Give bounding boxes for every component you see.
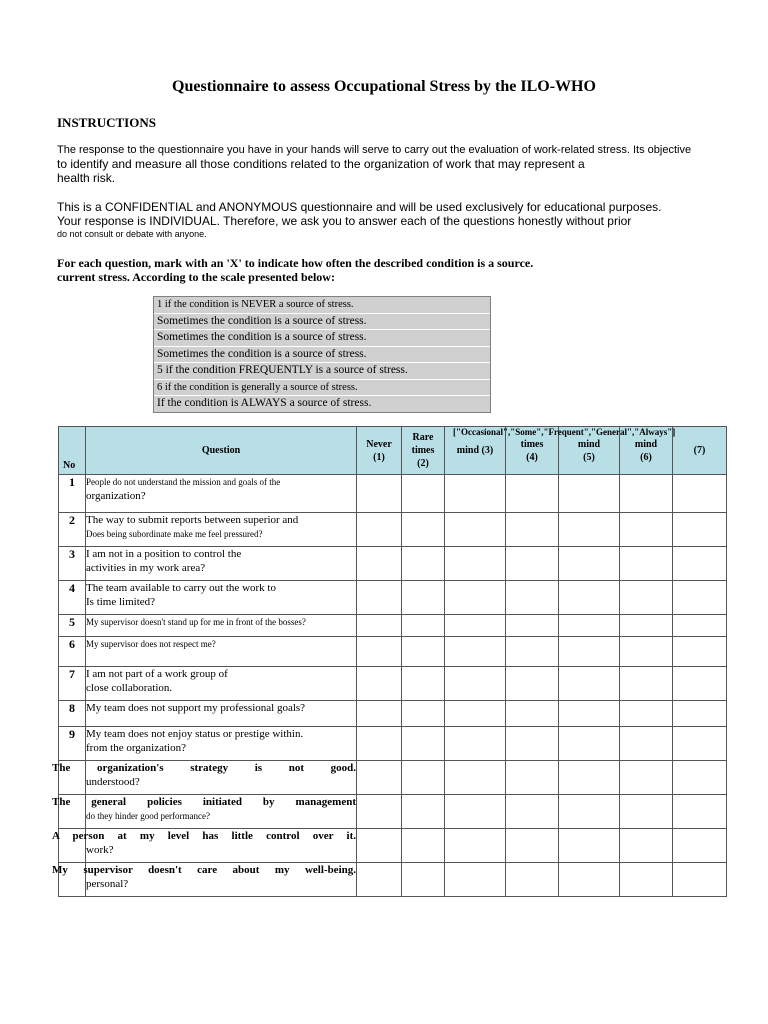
scale-instruction-line: current stress. According to the scale presented below:: [57, 270, 335, 284]
row-number: 3: [59, 547, 86, 581]
answer-cell-4[interactable]: [506, 863, 559, 897]
answer-cell-6[interactable]: [620, 475, 673, 513]
answer-cell-4[interactable]: [506, 581, 559, 615]
answer-cell-7[interactable]: [673, 581, 727, 615]
instructions-heading: INSTRUCTIONS: [57, 115, 156, 130]
answer-cell-1[interactable]: [357, 475, 402, 513]
row-number: 7: [59, 667, 86, 701]
col-header-line: times: [520, 438, 544, 450]
answer-cell-5[interactable]: [559, 581, 620, 615]
row-number: 5: [59, 615, 86, 637]
answer-cell-5[interactable]: [559, 701, 620, 727]
answer-cell-7[interactable]: [673, 829, 727, 863]
paragraph-line: Your response is INDIVIDUAL. Therefore, we ask you to answer each of the questions honestly without prior: [57, 214, 632, 228]
answer-cell-1[interactable]: [357, 581, 402, 615]
answer-cell-2[interactable]: [402, 637, 445, 667]
answer-cell-7[interactable]: [673, 863, 727, 897]
question-line: My team does not support my professional goals?: [86, 702, 306, 714]
question-line: A person at my level has little control over it.: [52, 830, 356, 842]
question-line: from the organization?: [86, 742, 186, 754]
page-title: Questionnaire to assess Occupational Stress by the ILO-WHO: [172, 78, 596, 95]
question-text: [86, 667, 357, 701]
table-row: [59, 829, 727, 863]
question-text: [86, 701, 357, 727]
col-header-line: times: [411, 445, 435, 456]
answer-cell-7[interactable]: [673, 667, 727, 701]
answer-cell-5[interactable]: [559, 667, 620, 701]
row-number: 4: [59, 581, 86, 615]
question-text: [52, 795, 357, 829]
answer-cell-2[interactable]: [402, 513, 445, 547]
row-number: 2: [59, 513, 86, 547]
question-text: [86, 547, 357, 581]
answer-cell-3[interactable]: [445, 829, 506, 863]
answer-cell-1[interactable]: [357, 547, 402, 581]
answer-cell-1[interactable]: [357, 701, 402, 727]
answer-cell-6[interactable]: [620, 615, 673, 637]
question-line: work?: [86, 844, 114, 856]
question-text: [86, 475, 357, 513]
answer-cell-1[interactable]: [357, 513, 402, 547]
answer-cell-3[interactable]: [445, 475, 506, 513]
answer-cell-2[interactable]: [402, 667, 445, 701]
question-line: do they hinder good performance?: [86, 811, 210, 821]
question-line: My supervisor does not respect me?: [86, 639, 216, 649]
answer-cell-3[interactable]: [445, 863, 506, 897]
stress-questionnaire-table: [52, 426, 727, 897]
answer-cell-7[interactable]: [673, 547, 727, 581]
paragraph-line: do not consult or debate with anyone.: [57, 229, 207, 239]
question-line: I am not part of a work group of: [86, 668, 228, 680]
answer-cell-6[interactable]: [620, 667, 673, 701]
answer-cell-2[interactable]: [402, 615, 445, 637]
table-row: [59, 615, 727, 637]
row-number: 1: [59, 475, 86, 513]
col-header-line: (6): [640, 451, 652, 463]
question-line: personal?: [86, 878, 129, 890]
answer-cell-1[interactable]: [357, 727, 402, 761]
answer-cell-7[interactable]: [673, 615, 727, 637]
answer-cell-5[interactable]: [559, 829, 620, 863]
question-text: [52, 829, 357, 863]
table-row: [59, 667, 727, 701]
answer-cell-2[interactable]: [402, 863, 445, 897]
answer-cell-5[interactable]: [559, 727, 620, 761]
answer-cell-6[interactable]: [620, 581, 673, 615]
answer-cell-1[interactable]: [357, 667, 402, 701]
answer-cell-1[interactable]: [357, 615, 402, 637]
row-number: 6: [59, 637, 86, 667]
confidentiality-paragraph: [57, 200, 717, 240]
answer-cell-6[interactable]: [620, 727, 673, 761]
answer-cell-2[interactable]: [402, 547, 445, 581]
scale-item: Sometimes the condition is a source of stress.: [154, 314, 490, 331]
question-text: [86, 581, 357, 615]
col-header-line: (1): [373, 451, 385, 463]
paragraph-line: health risk.: [57, 171, 116, 185]
answer-cell-1[interactable]: [357, 795, 402, 829]
answer-cell-4[interactable]: [506, 795, 559, 829]
table-row: [59, 795, 727, 829]
answer-cell-5[interactable]: [559, 615, 620, 637]
answer-cell-5[interactable]: [559, 795, 620, 829]
answer-cell-4[interactable]: [506, 475, 559, 513]
answer-cell-3[interactable]: [445, 701, 506, 727]
question-line: The team available to carry out the work to: [86, 582, 276, 594]
answer-cell-6[interactable]: [620, 513, 673, 547]
table-row: [59, 727, 727, 761]
question-text: [52, 761, 357, 795]
row-number: 9: [59, 727, 86, 761]
question-text: [86, 637, 357, 667]
answer-cell-3[interactable]: [445, 667, 506, 701]
question-line: The general policies initiated by management: [52, 796, 356, 808]
scale-item: If the condition is ALWAYS a source of stress.: [157, 397, 372, 409]
answer-cell-1[interactable]: [357, 637, 402, 667]
answer-cell-5[interactable]: [559, 475, 620, 513]
answer-cell-5[interactable]: [559, 761, 620, 795]
answer-cell-3[interactable]: [445, 581, 506, 615]
question-text: [86, 513, 357, 547]
answer-cell-4[interactable]: [506, 513, 559, 547]
col-header-line: (4): [526, 451, 538, 463]
scale-instruction-line: For each question, mark with an 'X' to indicate how often the described condition is a source.: [57, 256, 534, 270]
answer-cell-6[interactable]: [620, 547, 673, 581]
table-row: [59, 863, 727, 897]
answer-cell-5[interactable]: [559, 547, 620, 581]
answer-cell-4[interactable]: [506, 615, 559, 637]
answer-cell-3[interactable]: [445, 547, 506, 581]
answer-cell-2[interactable]: [402, 727, 445, 761]
answer-cell-5[interactable]: [559, 863, 620, 897]
question-line: The way to submit reports between superior and: [86, 514, 299, 526]
question-line: My team does not enjoy status or prestige within.: [86, 728, 304, 740]
col-header-line: (2): [417, 458, 429, 469]
answer-cell-4[interactable]: [506, 701, 559, 727]
answer-cell-1[interactable]: [357, 863, 402, 897]
question-line: My supervisor doesn't stand up for me in front of the bosses?: [86, 617, 306, 627]
answer-cell-2[interactable]: [402, 829, 445, 863]
table-row: [59, 513, 727, 547]
answer-cell-7[interactable]: [673, 513, 727, 547]
answer-cell-4[interactable]: [506, 761, 559, 795]
question-line: Does being subordinate make me feel pressured?: [86, 529, 263, 539]
col-header-line: mind: [577, 438, 601, 450]
answer-cell-3[interactable]: [445, 615, 506, 637]
answer-cell-3[interactable]: [445, 761, 506, 795]
answer-cell-7[interactable]: [673, 637, 727, 667]
answer-cell-3[interactable]: [445, 795, 506, 829]
answer-cell-7[interactable]: [673, 727, 727, 761]
question-text: [52, 863, 357, 897]
answer-cell-4[interactable]: [506, 637, 559, 667]
col-header-no: No: [59, 427, 86, 475]
question-text: [86, 727, 357, 761]
table-row: [59, 761, 727, 795]
answer-cell-5[interactable]: [559, 513, 620, 547]
answer-cell-4[interactable]: [506, 667, 559, 701]
col-header-question: Question: [86, 427, 357, 475]
answer-cell-3[interactable]: [445, 513, 506, 547]
table-row: [59, 581, 727, 615]
col-header-line: Rare: [412, 432, 434, 443]
answer-cell-6[interactable]: [620, 701, 673, 727]
answer-cell-1[interactable]: [357, 829, 402, 863]
scale-item: Sometimes the condition is a source of stress.: [154, 330, 490, 347]
question-text: [86, 615, 357, 637]
col-header-rare: [402, 427, 445, 475]
answer-cell-6[interactable]: [620, 863, 673, 897]
table-row: [59, 701, 727, 727]
answer-cell-5[interactable]: [559, 637, 620, 667]
answer-cell-3[interactable]: [445, 727, 506, 761]
col-header-never: [357, 427, 402, 475]
paragraph-line: The response to the questionnaire you have in your hands will serve to carry out the evaluation of work-related stress. Its objective: [57, 144, 692, 156]
question-line: The organization's strategy is not good.: [52, 762, 356, 774]
question-line: activities in my work area?: [86, 562, 206, 574]
scale-legend: [153, 296, 491, 413]
answer-cell-4[interactable]: [506, 547, 559, 581]
scale-item: 6 if the condition is generally a source of stress.: [154, 380, 490, 397]
paragraph-line: This is a CONFIDENTIAL and ANONYMOUS questionnaire and will be used exclusively for educational purposes.: [57, 200, 662, 214]
question-line: Is time limited?: [86, 596, 156, 608]
answer-cell-3[interactable]: [445, 637, 506, 667]
col-header-line: mind: [634, 438, 658, 450]
answer-cell-6[interactable]: [620, 637, 673, 667]
scale-item: 1 if the condition is NEVER a source of stress.: [154, 297, 490, 314]
question-line: organization?: [86, 490, 146, 502]
col-header-line: (7): [693, 445, 706, 456]
scale-instructions: [57, 256, 533, 284]
answer-cell-1[interactable]: [357, 761, 402, 795]
table-row: [59, 547, 727, 581]
answer-cell-4[interactable]: [506, 829, 559, 863]
table-row: [59, 475, 727, 513]
answer-cell-7[interactable]: [673, 701, 727, 727]
answer-cell-2[interactable]: [402, 475, 445, 513]
answer-cell-6[interactable]: [620, 761, 673, 795]
answer-cell-6[interactable]: [620, 795, 673, 829]
answer-cell-2[interactable]: [402, 795, 445, 829]
header-answer-labels: ["Occasional","Some","Frequent","General","Always"]: [453, 427, 676, 437]
paragraph-line: to identify and measure all those conditions related to the organization of work that may represent a: [57, 157, 585, 171]
answer-cell-7[interactable]: [673, 475, 727, 513]
answer-cell-7[interactable]: [673, 795, 727, 829]
row-number: 8: [59, 701, 86, 727]
answer-cell-2[interactable]: [402, 701, 445, 727]
answer-cell-2[interactable]: [402, 761, 445, 795]
intro-paragraph: [57, 143, 717, 185]
scale-item: 5 if the condition FREQUENTLY is a source of stress.: [154, 363, 490, 380]
col-header-line: mind (3): [456, 445, 494, 456]
table-row: [59, 637, 727, 667]
question-line: People do not understand the mission and goals of the: [86, 477, 281, 487]
answer-cell-4[interactable]: [506, 727, 559, 761]
scale-item: Sometimes the condition is a source of stress.: [154, 347, 490, 364]
question-line: close collaboration.: [86, 682, 173, 694]
col-header-line: Never: [366, 438, 392, 450]
answer-cell-6[interactable]: [620, 829, 673, 863]
col-header-7: [673, 427, 727, 475]
answer-cell-7[interactable]: [673, 761, 727, 795]
question-line: I am not in a position to control the: [86, 548, 242, 560]
answer-cell-2[interactable]: [402, 581, 445, 615]
question-line: My supervisor doesn't care about my well-being.: [52, 864, 356, 876]
col-header-line: (5): [583, 451, 595, 463]
question-line: understood?: [86, 776, 140, 788]
